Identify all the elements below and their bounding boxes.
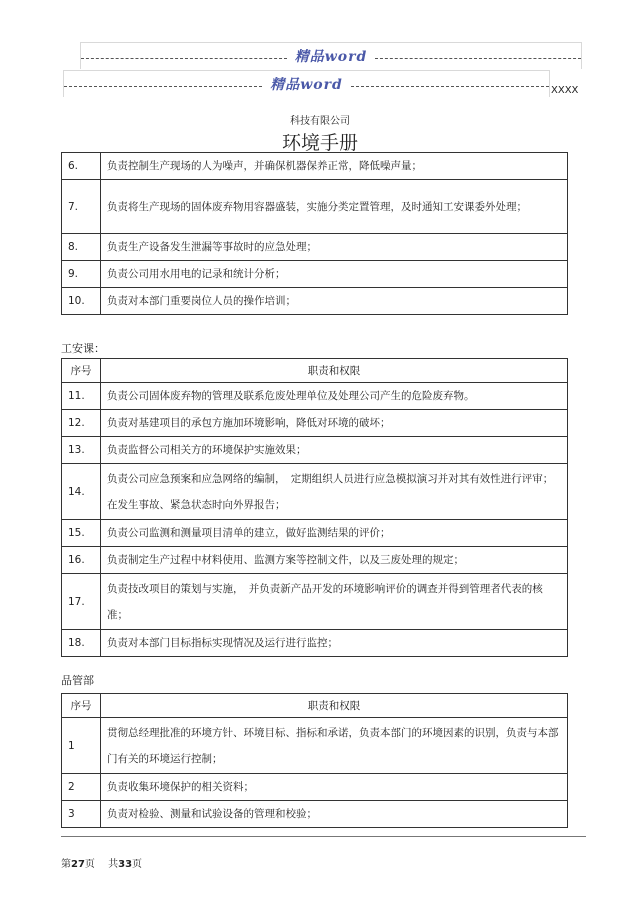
row-duty-text: 负责制定生产过程中材料使用、监测方案等控制文件，以及三废处理的规定； <box>101 547 568 574</box>
dashed-line <box>351 86 549 87</box>
row-duty-text: 负责技改项目的策划与实施， 并负责新产品开发的环境影响评价的调查并得到管理者代表的核准； <box>101 574 568 630</box>
table-row <box>62 520 568 547</box>
row-number: 16. <box>62 547 101 574</box>
header-code: XXXX <box>551 85 579 96</box>
row-number: 9. <box>62 261 101 288</box>
row-number: 17. <box>62 574 101 630</box>
table-row <box>62 574 568 630</box>
column-header-duties: 职责和权限 <box>101 359 568 383</box>
row-duty-text: 负责将生产现场的固体废弃物用容器盛装，实施分类定置管理，及时通知工安课委外处理； <box>101 180 568 234</box>
column-header-duties: 职责和权限 <box>101 694 568 718</box>
section-label-safety: 工安课： <box>61 342 105 355</box>
table-row <box>62 180 568 234</box>
document-title: 环境手册 <box>281 132 358 154</box>
table-row <box>62 410 568 437</box>
dashed-line <box>81 58 287 59</box>
column-header-number: 序号 <box>62 359 101 383</box>
duties-table-safety <box>61 358 568 657</box>
duties-table-continued <box>61 152 568 315</box>
table-row <box>62 464 568 520</box>
row-number: 14. <box>62 464 101 520</box>
dashed-line <box>375 58 581 59</box>
table-row <box>62 234 568 261</box>
row-number: 10. <box>62 288 101 315</box>
row-duty-text: 负责公司固体废弃物的管理及联系危废处理单位及处理公司产生的危险废弃物。 <box>101 383 568 410</box>
row-number: 8. <box>62 234 101 261</box>
table-row <box>62 547 568 574</box>
row-number: 7. <box>62 180 101 234</box>
footer-divider <box>61 836 586 837</box>
row-duty-text: 负责生产设备发生泄漏等事故时的应急处理； <box>101 234 568 261</box>
row-duty-text: 负责监督公司相关方的环境保护实施效果； <box>101 437 568 464</box>
row-number: 11. <box>62 383 101 410</box>
row-duty-text: 负责收集环境保护的相关资料； <box>101 774 568 801</box>
page-prefix: 第 <box>61 859 71 870</box>
table-row <box>62 383 568 410</box>
watermark-banner-bottom <box>63 70 550 97</box>
row-number: 1 <box>62 718 101 774</box>
table-row <box>62 718 568 774</box>
row-duty-text: 负责对本部门目标指标实现情况及运行进行监控； <box>101 630 568 657</box>
row-number: 12. <box>62 410 101 437</box>
section-label-quality: 品管部 <box>61 674 94 687</box>
company-name: 科技有限公司 <box>290 116 350 127</box>
table-row <box>62 261 568 288</box>
row-number: 6. <box>62 153 101 180</box>
page-current: 27 <box>71 859 85 870</box>
row-duty-text: 负责公司监测和测量项目清单的建立，做好监测结果的评价； <box>101 520 568 547</box>
row-number: 13. <box>62 437 101 464</box>
table-header-row <box>62 694 568 718</box>
row-duty-text: 负责控制生产现场的人为噪声，并确保机器保养正常，降低噪声量； <box>101 153 568 180</box>
watermark-text: 精品word <box>294 49 368 65</box>
table-row <box>62 630 568 657</box>
row-number: 18. <box>62 630 101 657</box>
row-duty-text: 贯彻总经理批准的环境方针、环境目标、指标和承诺，负责本部门的环境因素的识别，负责与本部门有关的环境运行控制； <box>101 718 568 774</box>
table-row <box>62 801 568 828</box>
table-row <box>62 437 568 464</box>
watermark-banner-top <box>80 42 582 69</box>
page-suffix: 页 <box>132 859 143 870</box>
row-number: 15. <box>62 520 101 547</box>
table-header-row <box>62 359 568 383</box>
table-row <box>62 288 568 315</box>
row-duty-text: 负责对检验、测量和试验设备的管理和校验； <box>101 801 568 828</box>
row-duty-text: 负责公司应急预案和应急网络的编制， 定期组织人员进行应急模拟演习并对其有效性进行评审；在发生事故、紧急状态时向外界报告； <box>101 464 568 520</box>
page-mid: 页 共 <box>84 859 119 870</box>
row-number: 3 <box>62 801 101 828</box>
row-duty-text: 负责公司用水用电的记录和统计分析； <box>101 261 568 288</box>
page-footer <box>61 855 142 870</box>
page-total: 33 <box>118 859 133 870</box>
watermark-text: 精品word <box>270 77 343 93</box>
row-number: 2 <box>62 774 101 801</box>
table-row <box>62 153 568 180</box>
dashed-line <box>64 86 262 87</box>
table-row <box>62 774 568 801</box>
row-duty-text: 负责对本部门重要岗位人员的操作培训； <box>101 288 568 315</box>
column-header-number: 序号 <box>62 694 101 718</box>
duties-table-quality <box>61 693 568 828</box>
row-duty-text: 负责对基建项目的承包方施加环境影响，降低对环境的破坏； <box>101 410 568 437</box>
